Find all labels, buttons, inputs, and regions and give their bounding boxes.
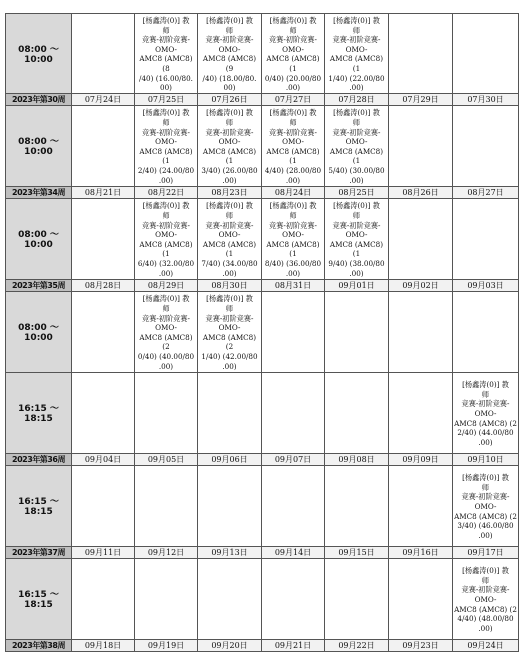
session-text-line: 竞赛-初阶竞赛- [142, 220, 190, 230]
session-text-line: .00) [222, 175, 237, 185]
date-cell: 07月24日 [72, 93, 135, 105]
session-text-line: 师 [162, 303, 170, 313]
session-text-line: .00) [478, 437, 493, 447]
day-cell [325, 14, 389, 94]
date-cell: 08月31日 [262, 279, 325, 291]
day-cell [198, 558, 262, 639]
session-text-line: AMC8 (AMC8) (2 [454, 604, 517, 614]
session-text-line: [杨鑫涛(0)] 教 [269, 201, 317, 211]
day-cell [389, 105, 453, 186]
date-cell: 08月28日 [72, 279, 135, 291]
class-session-entry[interactable] [325, 106, 388, 185]
session-text-line: 竞赛-初阶竞赛- [461, 399, 510, 409]
date-cell: 08月30日 [198, 279, 262, 291]
class-session-entry[interactable] [198, 106, 261, 185]
session-text-line: OMO- [282, 137, 304, 147]
day-cell [262, 198, 325, 279]
session-text-line: 0/40) (40.00/80 [137, 351, 195, 361]
day-cell [453, 198, 519, 279]
class-session-entry[interactable] [135, 292, 197, 371]
day-cell [72, 14, 135, 94]
day-cell [325, 291, 389, 372]
week-header-row [6, 93, 519, 105]
week-header-row [6, 186, 519, 198]
session-text-line: AMC8 (AMC8) (9 [202, 54, 257, 73]
time-slot-label: 08:00 ～ 10:00 [6, 14, 72, 94]
date-cell: 09月05日 [135, 453, 198, 465]
class-session-entry[interactable] [325, 14, 388, 93]
session-text-line: 师 [352, 117, 361, 127]
session-text-line: 4/40) (48.00/80 [457, 614, 514, 624]
session-text-line: 师 [481, 575, 490, 585]
day-cell [389, 198, 453, 279]
session-text-line: 竞赛-初阶竞赛- [332, 35, 381, 45]
day-cell [262, 558, 325, 639]
session-text-line: .00) [222, 361, 237, 371]
session-text-line: AMC8 (AMC8) (1 [266, 239, 320, 259]
session-text-line: 竞赛-初阶竞赛- [269, 35, 317, 45]
session-text-line: 3/40) (46.00/80 [457, 521, 514, 531]
session-text-line: 7/40) (34.00/80 [201, 258, 258, 268]
session-text-line: 3/40) (26.00/80 [201, 165, 258, 175]
session-text-line: 师 [481, 482, 490, 492]
day-cell [325, 558, 389, 639]
session-text-line: [杨鑫涛(0)] 教 [462, 566, 509, 576]
day-cell [389, 372, 453, 453]
date-cell: 09月06日 [198, 453, 262, 465]
date-cell: 09月17日 [453, 546, 519, 558]
session-text-line: [杨鑫涛(0)] 教 [142, 108, 190, 118]
session-text-line: AMC8 (AMC8) (2 [202, 332, 257, 352]
session-text-line: 竞赛-初阶竞赛- [205, 220, 254, 230]
day-cell [453, 291, 519, 372]
session-text-line: /40) (16.00/80. [139, 73, 193, 83]
session-text-line: OMO- [218, 323, 241, 333]
session-text-line: .00) [478, 623, 493, 633]
week-label: 2023年第38周 [6, 639, 72, 651]
class-session-entry[interactable] [262, 14, 324, 93]
date-cell: 09月08日 [325, 453, 389, 465]
time-slot-row [6, 198, 519, 279]
session-text-line: AMC8 (AMC8) (2 [139, 332, 193, 352]
session-text-line: .00) [158, 175, 174, 185]
date-cell: 09月10日 [453, 453, 519, 465]
session-text-line: .00) [478, 530, 493, 540]
session-text-line: 师 [352, 210, 361, 220]
session-text-line: [杨鑫涛(0)] 教 [206, 201, 253, 211]
day-cell [325, 465, 389, 546]
class-session-entry[interactable] [262, 199, 324, 278]
date-cell: 07月27日 [262, 93, 325, 105]
session-text-line: /40) (18.00/80. [202, 73, 257, 83]
class-session-entry[interactable] [453, 378, 518, 447]
day-cell [72, 198, 135, 279]
class-session-entry[interactable] [135, 14, 197, 93]
session-text-line: OMO- [474, 408, 497, 418]
schedule-table [5, 13, 519, 652]
day-cell [135, 105, 198, 186]
week-header-row [6, 546, 519, 558]
time-slot-row [6, 105, 519, 186]
time-slot-row [6, 465, 519, 546]
session-text-line: [杨鑫涛(0)] 教 [462, 473, 509, 483]
session-text-line: 师 [352, 25, 361, 35]
date-cell: 07月30日 [453, 93, 519, 105]
date-cell: 09月04日 [72, 453, 135, 465]
day-cell [262, 465, 325, 546]
session-text-line: [杨鑫涛(0)] 教 [462, 380, 509, 390]
session-text-line: OMO- [218, 44, 241, 54]
session-text-line: 竞赛-初阶竞赛- [142, 313, 190, 323]
time-slot-label: 08:00 ～ 10:00 [6, 105, 72, 186]
day-cell [198, 465, 262, 546]
session-text-line: [杨鑫涛(0)] 教 [333, 201, 380, 211]
week-label: 2023年第34周 [6, 186, 72, 198]
session-text-line: OMO- [218, 230, 241, 240]
date-cell: 09月09日 [389, 453, 453, 465]
day-cell [72, 291, 135, 372]
time-slot-row [6, 14, 519, 94]
session-text-line: OMO- [218, 137, 241, 147]
day-cell [198, 198, 262, 279]
class-session-entry[interactable] [453, 471, 518, 540]
session-text-line: OMO- [345, 230, 368, 240]
day-cell [72, 372, 135, 453]
date-cell: 09月24日 [453, 639, 519, 651]
day-cell [135, 14, 198, 94]
day-cell [453, 372, 519, 453]
day-cell [135, 558, 198, 639]
session-text-line: AMC8 (AMC8) (1 [266, 146, 320, 166]
session-text-line: AMC8 (AMC8) (1 [329, 54, 384, 73]
date-cell: 09月23日 [389, 639, 453, 651]
session-text-line: 00) [160, 83, 172, 93]
session-text-line: 2/40) (24.00/80 [137, 165, 195, 175]
class-session-entry[interactable] [135, 199, 197, 278]
session-text-line: 师 [162, 210, 170, 220]
session-text-line: OMO- [282, 230, 304, 240]
session-text-line: .00) [285, 175, 301, 185]
session-text-line: [杨鑫涛(0)] 教 [269, 108, 317, 118]
session-text-line: AMC8 (AMC8) (1 [139, 239, 193, 259]
day-cell [453, 105, 519, 186]
session-text-line: 师 [289, 210, 297, 220]
week-label: 2023年第37周 [6, 546, 72, 558]
day-cell [198, 105, 262, 186]
session-text-line: 00) [223, 83, 236, 93]
session-text-line: 竞赛-初阶竞赛- [142, 127, 190, 137]
class-session-entry[interactable] [325, 199, 388, 278]
date-cell: 09月16日 [389, 546, 453, 558]
date-cell: 08月25日 [325, 186, 389, 198]
day-cell [453, 14, 519, 94]
day-cell [389, 558, 453, 639]
session-text-line: .00) [349, 83, 364, 93]
session-text-line: [杨鑫涛(0)] 教 [142, 201, 190, 211]
session-text-line: 1/40) (22.00/80 [328, 73, 385, 83]
session-text-line: 师 [225, 303, 234, 313]
session-text-line: OMO- [474, 594, 497, 604]
session-text-line: [杨鑫涛(0)] 教 [333, 16, 380, 25]
session-text-line: 竞赛-初阶竞赛- [269, 220, 317, 230]
day-cell [325, 198, 389, 279]
session-text-line: .00) [158, 268, 174, 278]
time-slot-row [6, 558, 519, 639]
date-cell: 09月19日 [135, 639, 198, 651]
session-text-line: OMO- [155, 44, 177, 54]
session-text-line: [杨鑫涛(0)] 教 [142, 16, 190, 25]
time-slot-label: 08:00 ～ 10:00 [6, 291, 72, 372]
date-cell: 09月03日 [453, 279, 519, 291]
session-text-line: .00) [285, 268, 301, 278]
day-cell [262, 372, 325, 453]
session-text-line: .00) [222, 268, 237, 278]
week-header-row [6, 453, 519, 465]
date-cell: 09月20日 [198, 639, 262, 651]
date-cell: 07月28日 [325, 93, 389, 105]
date-cell: 08月29日 [135, 279, 198, 291]
session-text-line: 竞赛-初阶竞赛- [142, 35, 190, 45]
session-text-line: 竞赛-初阶竞赛- [205, 35, 254, 45]
session-text-line: AMC8 (AMC8) (1 [266, 54, 320, 73]
day-cell [72, 465, 135, 546]
day-cell [72, 558, 135, 639]
day-cell [453, 465, 519, 546]
session-text-line: AMC8 (AMC8) (1 [329, 146, 384, 166]
session-text-line: OMO- [282, 44, 304, 54]
date-cell: 09月12日 [135, 546, 198, 558]
session-text-line: OMO- [155, 137, 177, 147]
session-text-line: 竞赛-初阶竞赛- [461, 585, 510, 595]
session-text-line: AMC8 (AMC8) (1 [139, 146, 193, 166]
session-text-line: AMC8 (AMC8) (2 [454, 418, 517, 428]
session-text-line: AMC8 (AMC8) (8 [139, 54, 193, 73]
time-slot-label: 08:00 ～ 10:00 [6, 198, 72, 279]
class-session-entry[interactable] [135, 106, 197, 185]
date-cell: 09月13日 [198, 546, 262, 558]
session-text-line: 竞赛-初阶竞赛- [332, 127, 381, 137]
date-cell: 08月23日 [198, 186, 262, 198]
session-text-line: 9/40) (38.00/80 [328, 258, 385, 268]
date-cell: 07月29日 [389, 93, 453, 105]
session-text-line: [杨鑫涛(0)] 教 [206, 16, 253, 25]
date-cell: 09月18日 [72, 639, 135, 651]
session-text-line: 4/40) (28.00/80 [264, 165, 322, 175]
time-slot-label: 16:15 ～ 18:15 [6, 372, 72, 453]
session-text-line: OMO- [155, 230, 177, 240]
session-text-line: AMC8 (AMC8) (1 [329, 239, 384, 259]
class-session-entry[interactable] [198, 199, 261, 278]
time-slot-label: 16:15 ～ 18:15 [6, 465, 72, 546]
session-text-line: 8/40) (36.00/80 [264, 258, 322, 268]
date-cell: 08月26日 [389, 186, 453, 198]
session-text-line: 竞赛-初阶竞赛- [332, 220, 381, 230]
day-cell [72, 105, 135, 186]
session-text-line: [杨鑫涛(0)] 教 [333, 108, 380, 118]
time-slot-row [6, 372, 519, 453]
day-cell [453, 558, 519, 639]
week-label: 2023年第35周 [6, 279, 72, 291]
session-text-line: 5/40) (30.00/80 [328, 165, 385, 175]
class-session-entry[interactable] [198, 14, 261, 93]
date-cell: 08月21日 [72, 186, 135, 198]
date-cell: 09月15日 [325, 546, 389, 558]
class-session-entry[interactable] [198, 292, 261, 371]
session-text-line: [杨鑫涛(0)] 教 [142, 294, 190, 304]
session-text-line: 0/40) (20.00/80 [264, 73, 322, 83]
session-text-line: OMO- [345, 137, 368, 147]
week-label: 2023年第36周 [6, 453, 72, 465]
session-text-line: 师 [225, 210, 234, 220]
day-cell [389, 465, 453, 546]
session-text-line: 6/40) (32.00/80 [137, 258, 195, 268]
day-cell [325, 372, 389, 453]
session-text-line: AMC8 (AMC8) (1 [202, 146, 257, 166]
day-cell [198, 291, 262, 372]
session-text-line: [杨鑫涛(0)] 教 [206, 294, 253, 304]
date-cell: 09月11日 [72, 546, 135, 558]
session-text-line: 竞赛-初阶竞赛- [205, 313, 254, 323]
day-cell [389, 291, 453, 372]
day-cell [262, 105, 325, 186]
session-text-line: .00) [285, 83, 301, 93]
week-label: 2023年第30周 [6, 93, 72, 105]
session-text-line: .00) [349, 268, 364, 278]
date-cell: 08月24日 [262, 186, 325, 198]
day-cell [262, 14, 325, 94]
date-cell: 09月22日 [325, 639, 389, 651]
day-cell [135, 372, 198, 453]
session-text-line: OMO- [155, 323, 177, 333]
time-slot-row [6, 291, 519, 372]
session-text-line: 师 [225, 25, 234, 35]
week-header-row [6, 279, 519, 291]
session-text-line: [杨鑫涛(0)] 教 [269, 16, 317, 25]
session-text-line: 师 [162, 25, 170, 35]
day-cell [198, 14, 262, 94]
date-cell: 08月27日 [453, 186, 519, 198]
session-text-line: 竞赛-初阶竞赛- [461, 492, 510, 502]
day-cell [325, 105, 389, 186]
day-cell [198, 372, 262, 453]
session-text-line: 师 [289, 25, 297, 35]
date-cell: 09月01日 [325, 279, 389, 291]
session-text-line: 竞赛-初阶竞赛- [269, 127, 317, 137]
date-cell: 07月26日 [198, 93, 262, 105]
date-cell: 08月22日 [135, 186, 198, 198]
day-cell [135, 198, 198, 279]
date-cell: 09月07日 [262, 453, 325, 465]
session-text-line: .00) [158, 361, 174, 371]
day-cell [389, 14, 453, 94]
session-text-line: .00) [349, 175, 364, 185]
session-text-line: AMC8 (AMC8) (2 [454, 511, 517, 521]
day-cell [262, 291, 325, 372]
session-text-line: 师 [162, 117, 170, 127]
class-session-entry[interactable] [262, 106, 324, 185]
date-cell: 09月14日 [262, 546, 325, 558]
session-text-line: OMO- [345, 44, 368, 54]
session-text-line: 竞赛-初阶竞赛- [205, 127, 254, 137]
session-text-line: 师 [225, 117, 234, 127]
session-text-line: 1/40) (42.00/80 [201, 351, 258, 361]
session-text-line: 师 [481, 389, 490, 399]
day-cell [135, 291, 198, 372]
session-text-line: 2/40) (44.00/80 [457, 428, 514, 438]
session-text-line: [杨鑫涛(0)] 教 [206, 108, 253, 118]
class-session-entry[interactable] [453, 564, 518, 633]
session-text-line: 师 [289, 117, 297, 127]
time-slot-label: 16:15 ～ 18:15 [6, 558, 72, 639]
date-cell: 07月25日 [135, 93, 198, 105]
week-header-row [6, 639, 519, 651]
date-cell: 09月02日 [389, 279, 453, 291]
day-cell [135, 465, 198, 546]
session-text-line: OMO- [474, 501, 497, 511]
date-cell: 09月21日 [262, 639, 325, 651]
session-text-line: AMC8 (AMC8) (1 [202, 239, 257, 259]
